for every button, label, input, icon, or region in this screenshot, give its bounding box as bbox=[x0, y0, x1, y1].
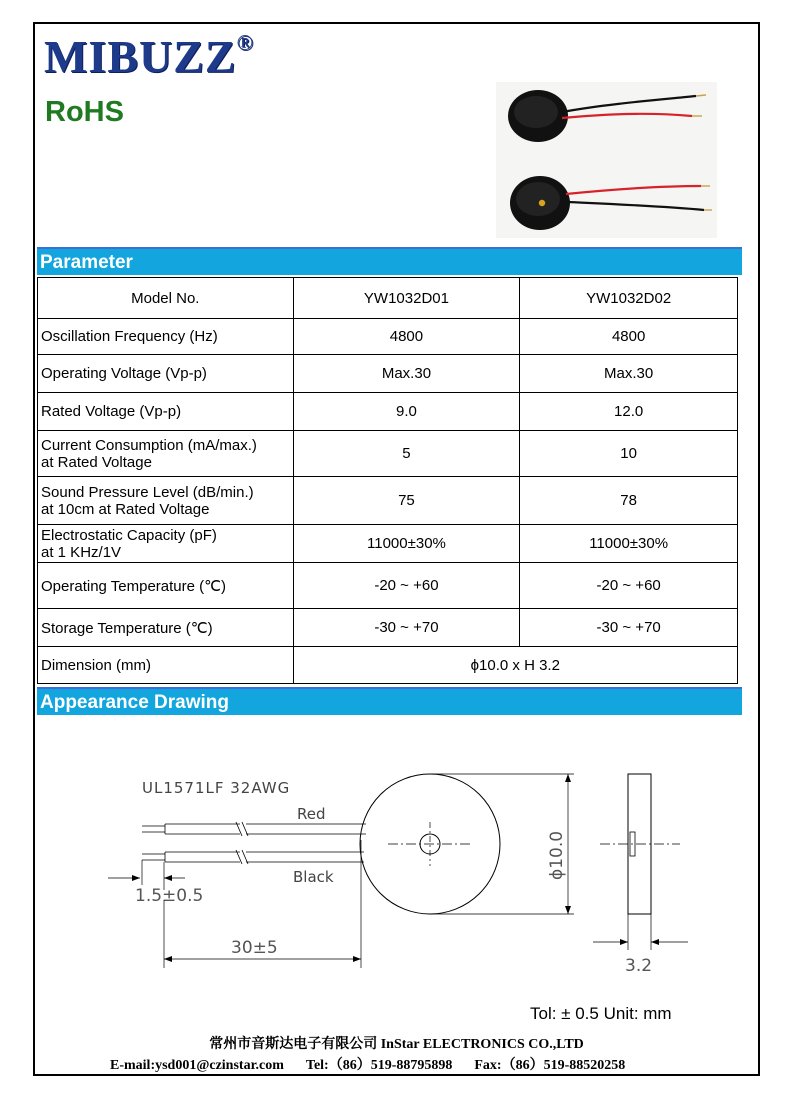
tolerance-note: Tol: ± 0.5 Unit: mm bbox=[530, 1004, 672, 1023]
table-header-row bbox=[38, 278, 738, 319]
param-label bbox=[38, 477, 294, 525]
param-label bbox=[38, 355, 294, 393]
diameter-label: ϕ10.0 bbox=[547, 830, 567, 880]
dimension-value: ϕ10.0 x H 3.2 bbox=[293, 647, 737, 684]
header-d02: YW1032D02 bbox=[520, 278, 738, 319]
footer-fax: Fax:（86）519-88520258 bbox=[474, 1058, 626, 1073]
param-label-line: Electrostatic Capacity (pF) bbox=[41, 526, 217, 544]
table-row bbox=[38, 393, 738, 431]
value-d02: Max.30 bbox=[520, 355, 738, 393]
param-label-line: at 1 KHz/1V bbox=[41, 543, 122, 561]
table-row bbox=[38, 477, 738, 525]
appearance-drawing bbox=[90, 740, 710, 980]
table-row bbox=[38, 431, 738, 477]
param-label bbox=[38, 319, 294, 355]
dimension-label: Dimension (mm) bbox=[38, 647, 294, 684]
value-d01: -30 ~ +70 bbox=[293, 609, 520, 647]
table-row bbox=[38, 319, 738, 355]
value-d01: 75 bbox=[293, 477, 520, 525]
footer-contacts bbox=[110, 1054, 647, 1074]
footer-tel: Tel:（86）519-88795898 bbox=[305, 1058, 453, 1073]
param-label bbox=[38, 525, 294, 563]
param-label-line: Operating Temperature (℃) bbox=[41, 577, 226, 595]
header-model: Model No. bbox=[38, 278, 294, 319]
param-label-line: at 10cm at Rated Voltage bbox=[41, 500, 210, 518]
section-parameter: Parameter bbox=[37, 247, 742, 275]
value-d01: 4800 bbox=[293, 319, 520, 355]
red-wire-label: Red bbox=[297, 805, 326, 823]
table-row bbox=[38, 525, 738, 563]
value-d02: 12.0 bbox=[520, 393, 738, 431]
param-label-line: Storage Temperature (℃) bbox=[41, 619, 213, 637]
wire-length-label: 30±5 bbox=[231, 938, 278, 958]
product-photo bbox=[496, 82, 717, 238]
param-label bbox=[38, 609, 294, 647]
param-label bbox=[38, 393, 294, 431]
value-d02: -30 ~ +70 bbox=[520, 609, 738, 647]
black-wire-label: Black bbox=[293, 868, 334, 886]
value-d02: 10 bbox=[520, 431, 738, 477]
table-row bbox=[38, 563, 738, 609]
value-d02: 78 bbox=[520, 477, 738, 525]
strip-length-label: 1.5±0.5 bbox=[135, 886, 204, 906]
param-label-line: Sound Pressure Level (dB/min.) bbox=[41, 483, 254, 501]
height-label: 3.2 bbox=[625, 956, 653, 976]
header-d01: YW1032D01 bbox=[293, 278, 520, 319]
param-label-line: at Rated Voltage bbox=[41, 453, 152, 471]
value-d01: 5 bbox=[293, 431, 520, 477]
value-d02: -20 ~ +60 bbox=[520, 563, 738, 609]
table-row-dimension bbox=[38, 647, 738, 684]
param-label bbox=[38, 563, 294, 609]
brand-logo: MIBUZZ® bbox=[44, 29, 255, 82]
table-row bbox=[38, 355, 738, 393]
value-d01: 9.0 bbox=[293, 393, 520, 431]
value-d01: 11000±30% bbox=[293, 525, 520, 563]
param-label-line: Current Consumption (mA/max.) bbox=[41, 436, 257, 454]
value-d01: -20 ~ +60 bbox=[293, 563, 520, 609]
table-row bbox=[38, 609, 738, 647]
param-label-line: Rated Voltage (Vp-p) bbox=[41, 403, 182, 420]
section-appearance: Appearance Drawing bbox=[37, 687, 742, 715]
param-label-line: Operating Voltage (Vp-p) bbox=[41, 365, 207, 382]
value-d02: 4800 bbox=[520, 319, 738, 355]
value-d02: 11000±30% bbox=[520, 525, 738, 563]
footer-company: 常州市音斯达电子有限公司 InStar ELECTRONICS CO.,LTD bbox=[209, 1037, 584, 1052]
footer-email: E-mail:ysd001@czinstar.com bbox=[110, 1058, 284, 1073]
wire-spec-label: UL1571LF 32AWG bbox=[142, 779, 291, 797]
param-label-line: Oscillation Frequency (Hz) bbox=[41, 328, 218, 345]
parameter-table bbox=[37, 277, 738, 684]
rohs-badge: RoHS bbox=[45, 96, 124, 128]
value-d01: Max.30 bbox=[293, 355, 520, 393]
param-label bbox=[38, 431, 294, 477]
